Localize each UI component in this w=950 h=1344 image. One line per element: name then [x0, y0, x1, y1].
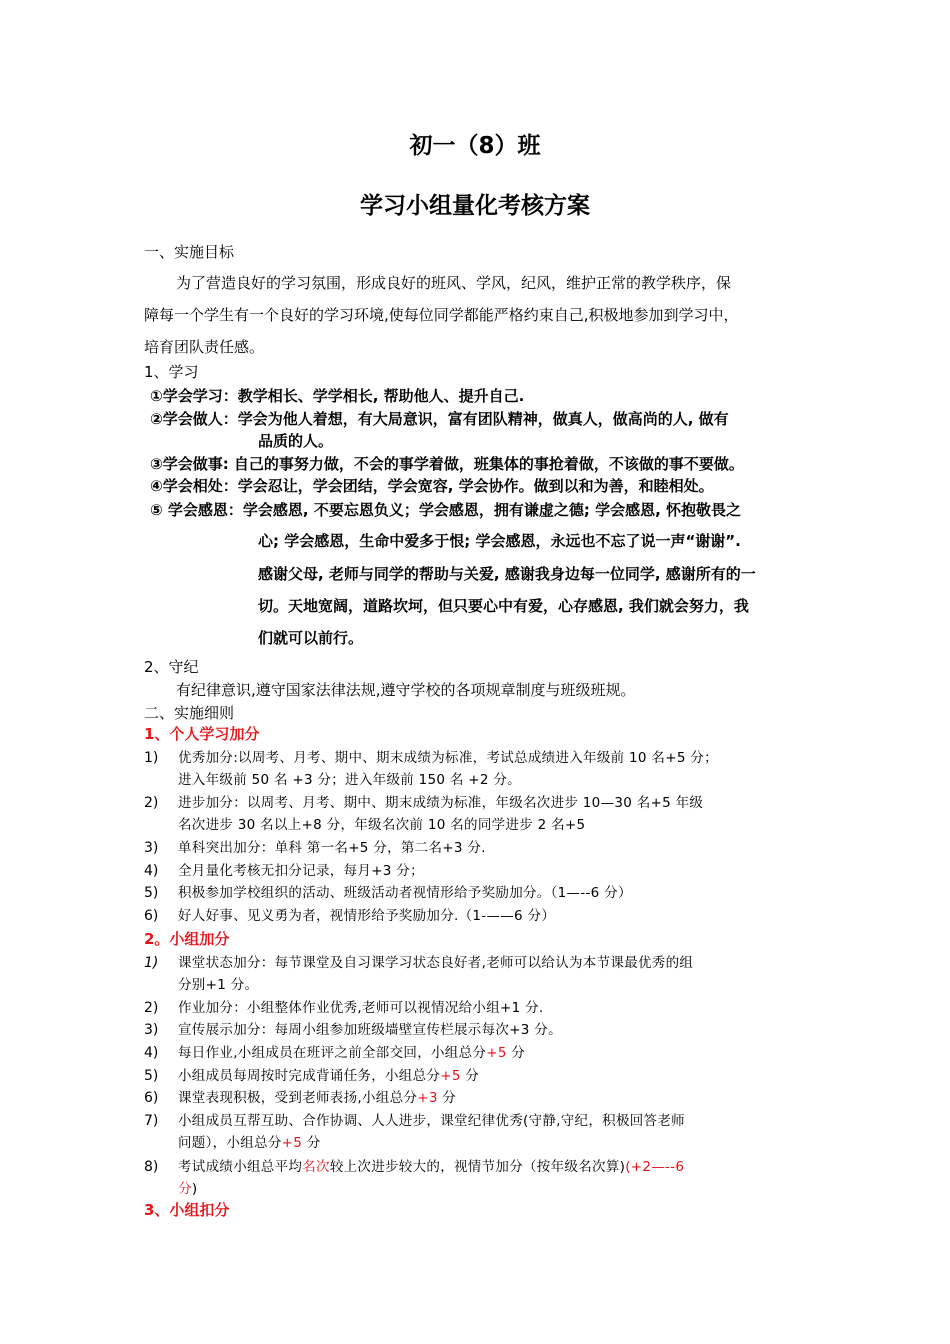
item-number: 3)	[144, 1022, 159, 1038]
group-item	[178, 1157, 684, 1177]
score-highlight: (+2—--6	[625, 1159, 685, 1175]
group-item: 宣传展示加分：每周小组参加班级墙壁宣传栏展示每次+3 分。	[178, 1022, 562, 1038]
individual-heading: 1、个人学习加分	[144, 725, 260, 743]
study-item-cont: 心; 学会感恩，生命中爱多于恨; 学会感恩，永远也不忘了说一声“谢谢”.	[258, 532, 741, 550]
individual-item: 进步加分：以周考、月考、期中、期末成绩为标准，年级名次进步 10—30 名+5 年级	[178, 795, 704, 811]
individual-item: 单科突出加分：单科 第一名+5 分，第二名+3 分.	[178, 840, 486, 856]
deduct-heading: 3、小组扣分	[144, 1201, 230, 1219]
individual-item-cont: 名次进步 30 名以上+8 分，年级名次前 10 名的同学进步 2 名+5	[178, 817, 586, 833]
study-item: ①学会学习：教学相长、学学相长, 帮助他人、提升自己.	[150, 387, 525, 405]
group-item-cont	[178, 1179, 197, 1199]
study-item-cont: 切。天地宽阔，道路坎坷，但只要心中有爱，心存感恩, 我们就会努力，我	[258, 597, 749, 615]
group-item-text: 小组成员每周按时完成背诵任务，小组总分	[178, 1068, 441, 1084]
study-item: ③学会做事: 自己的事努力做，不会的事学着做，班集体的事抢着做，不该做的事不要做。	[150, 455, 744, 473]
study-item: ②学会做人：学会为他人着想，有大局意识，富有团队精神，做真人，做高尚的人, 做有	[150, 410, 729, 428]
study-item-cont: 感谢父母, 老师与同学的帮助与关爱, 感谢我身边每一位同学, 感谢所有的一	[258, 565, 756, 583]
item-number: 2)	[144, 1000, 159, 1016]
section1-heading: 一、实施目标	[144, 243, 235, 261]
group-item-tail: 分	[437, 1090, 457, 1106]
rank-highlight: 名次	[302, 1159, 330, 1175]
section2-heading: 二、实施细则	[144, 704, 235, 722]
group-item: 小组成员互帮互助、合作协调、人人进步，课堂纪律优秀(守静,守纪，积极回答老师	[178, 1113, 685, 1129]
item-number: 2)	[144, 795, 159, 811]
page-title: 初一（8）班	[409, 133, 541, 159]
group-item-tail: 分	[302, 1135, 321, 1151]
group-item-tail: )	[191, 1181, 198, 1197]
study-item: ④学会相处：学会忍让，学会团结，学会宽容, 学会协作。做到以和为善，和睦相处。	[150, 477, 714, 495]
score-highlight: +5	[281, 1135, 303, 1151]
discipline-heading: 2、守纪	[144, 658, 199, 676]
group-item-tail: 分	[460, 1068, 480, 1084]
study-item: ⑤ 学会感恩：学会感恩, 不要忘恩负义；学会感恩，拥有谦虚之德; 学会感恩, 怀抱敬畏之	[150, 501, 741, 519]
intro-line: 障每一个学生有一个良好的学习环境,使每位同学都能严格约束自己,积极地参加到学习中，	[144, 306, 739, 324]
intro-line: 培育团队责任感。	[144, 338, 265, 356]
item-number: 4)	[144, 1045, 159, 1061]
individual-item-cont: 进入年级前 50 名 +3 分；进入年级前 150 名 +2 分。	[178, 772, 521, 788]
item-number: 5)	[144, 1068, 159, 1084]
study-item-cont: 品质的人。	[258, 432, 334, 450]
item-number: 6)	[144, 908, 159, 924]
score-highlight: 分	[178, 1181, 192, 1197]
group-item-text: 问题），小组总分	[178, 1135, 282, 1151]
page-subtitle: 学习小组量化考核方案	[360, 193, 590, 219]
item-number: 7)	[144, 1113, 159, 1129]
group-item: 作业加分：小组整体作业优秀,老师可以视情况给小组+1 分.	[178, 1000, 544, 1016]
score-highlight: +5	[440, 1068, 461, 1084]
study-heading: 1、学习	[144, 363, 199, 381]
study-item-cont: 们就可以前行。	[258, 629, 364, 647]
group-item	[178, 1066, 479, 1086]
score-highlight: +3	[417, 1090, 438, 1106]
score-highlight: +5	[486, 1045, 507, 1061]
group-item-text: 课堂表现积极，受到老师表扬,小组总分	[178, 1090, 418, 1106]
item-number: 4)	[144, 863, 159, 879]
group-item	[178, 1088, 456, 1108]
group-item-cont	[178, 1133, 321, 1153]
individual-item: 优秀加分:以周考、月考、期中、期末成绩为标准，考试总成绩进入年级前 10 名+5 分；	[178, 750, 718, 766]
group-item-cont: 分别+1 分。	[178, 977, 259, 993]
item-number: 1)	[144, 955, 159, 971]
item-number: 5)	[144, 885, 159, 901]
item-number: 1)	[144, 750, 159, 766]
group-item-text: 较上次进步较大的，视情节加分（按年级名次算)	[329, 1159, 626, 1175]
item-number: 8)	[144, 1159, 159, 1175]
group-heading: 2。小组加分	[144, 930, 230, 948]
individual-item: 好人好事、见义勇为者，视情形给予奖励加分.（1-——6 分）	[178, 908, 556, 924]
intro-line: 为了营造良好的学习氛围，形成良好的班风、学风，纪风，维护正常的教学秩序，保	[176, 274, 732, 292]
individual-item: 积极参加学校组织的活动、班级活动者视情形给予奖励加分。（1—--6 分）	[178, 885, 632, 901]
group-item-text: 每日作业,小组成员在班评之前全部交回，小组总分	[178, 1045, 487, 1061]
group-item	[178, 1043, 525, 1063]
item-number: 6)	[144, 1090, 159, 1106]
item-number: 3)	[144, 840, 159, 856]
individual-item: 全月量化考核无扣分记录，每月+3 分；	[178, 863, 424, 879]
discipline-text: 有纪律意识,遵守国家法律法规,遵守学校的各项规章制度与班级班规。	[176, 681, 636, 699]
group-item-tail: 分	[506, 1045, 526, 1061]
group-item: 课堂状态加分：每节课堂及自习课学习状态良好者,老师可以给认为本节课最优秀的组	[178, 955, 694, 971]
group-item-text: 考试成绩小组总平均	[178, 1159, 303, 1175]
